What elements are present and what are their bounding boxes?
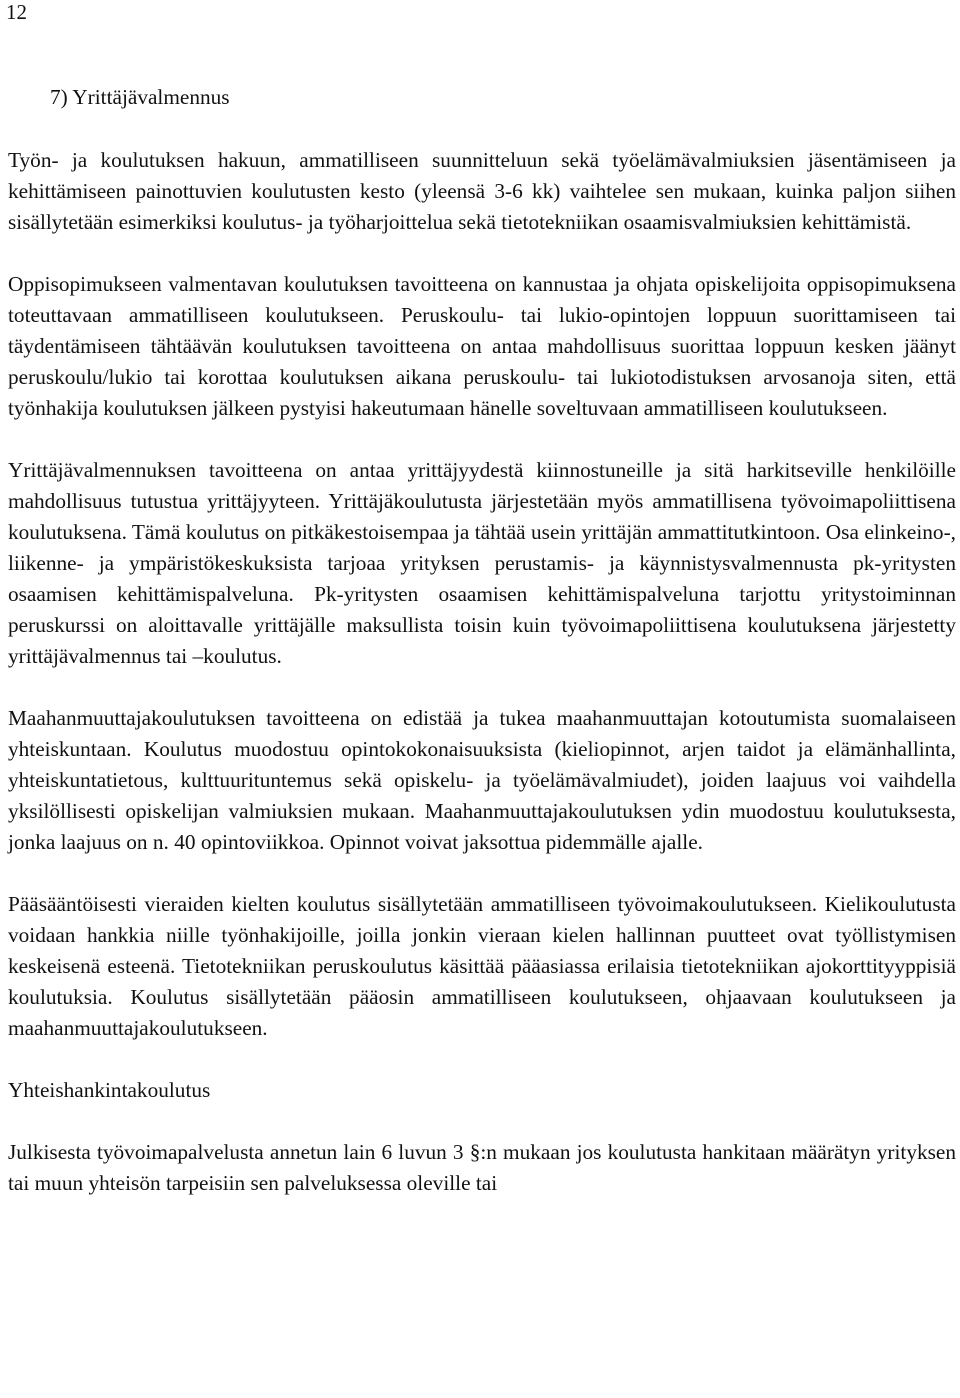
page-number: 12 bbox=[6, 0, 27, 24]
paragraph: Julkisesta työvoimapalvelusta annetun lain 6 luvun 3 §:n mukaan jos koulutusta hankitaan määrätyn yrityksen tai muun yhteisön tarpeisiin sen palveluksessa oleville tai bbox=[8, 1140, 956, 1195]
subsection-heading: Yhteishankintakoulutus bbox=[8, 1078, 211, 1102]
paragraph: Maahanmuuttajakoulutuksen tavoitteena on edistää ja tukea maahanmuuttajan kotoutumista suomalaiseen yhteiskuntaan. Koulutus muodostuu opintokokonaisuuksista (kieliopinnot, arjen taidot ja elämänhallinta, yhteiskuntatietous, kulttuurituntemus sekä opiskelu- ja työelämävalmiudet), joiden laajuus voi vaihdella yksilöllisesti opiskelijan valmiuksien mukaan. Maahanmuuttajakoulutuksen ydin muodostuu koulutuksesta, jonka laajuus on n. 40 opintoviikkoa. Opinnot voivat jaksottua pidemmälle ajalle. bbox=[8, 706, 956, 854]
paragraph: Työn- ja koulutuksen hakuun, ammatilliseen suunnitteluun sekä työelämävalmiuksien jäsentämiseen ja kehittämiseen painottuvien koulutusten kesto (yleensä 3-6 kk) vaihtelee sen mukaan, kuinka paljon siihen sisällytetään esimerkiksi koulutus- ja työharjoittelua sekä tietotekniikan osaamisvalmiuksien kehittämistä. bbox=[8, 148, 956, 234]
paragraph: Oppisopimukseen valmentavan koulutuksen tavoitteena on kannustaa ja ohjata opiskelijoita oppisopimuksena toteuttavaan ammatilliseen koulutukseen. Peruskoulu- tai lukio-opintojen loppuun suorittamiseen tai täydentämiseen tähtäävän koulutuksen tavoitteena on antaa mahdollisuus suorittaa loppuun kesken jäänyt peruskoulu/lukio tai korottaa koulutuksen aikana peruskoulu- tai lukiotodistuksen arvosanoja siten, että työnhakija koulutuksen jälkeen pystyisi hakeutumaan hänelle soveltuvaan ammatilliseen koulutukseen. bbox=[8, 272, 956, 420]
paragraph: Pääsääntöisesti vieraiden kielten koulutus sisällytetään ammatilliseen työvoimakoulutukseen. Kielikoulutusta voidaan hankkia niille työnhakijoille, joilla jonkin vieraan kielen hallinnan puutteet ovat työllistymisen keskeisenä esteenä. Tietotekniikan peruskoulutus käsittää pääasiassa erilaisia tietotekniikan ajokorttityyppisiä koulutuksia. Koulutus sisällytetään pääosin ammatilliseen koulutukseen, ohjaavaan koulutukseen ja maahanmuuttajakoulutukseen. bbox=[8, 892, 956, 1040]
paragraph: Yrittäjävalmennuksen tavoitteena on antaa yrittäjyydestä kiinnostuneille ja sitä harkitseville henkilöille mahdollisuus tutustua yrittäjyyteen. Yrittäjäkoulutusta järjestetään myös ammatillisena työvoimapoliittisena koulutuksena. Tämä koulutus on pitkäkestoisempaa ja tähtää usein yrittäjän ammattitutkintoon. Osa elinkeino-, liikenne- ja ympäristökeskuksista tarjoaa yrityksen perustamis- ja käynnistysvalmennusta pk-yritysten osaamisen kehittämispalveluna. Pk-yritysten osaamisen kehittämispalveluna tarjottu yritystoiminnan peruskurssi on aloittavalle yrittäjälle maksullista toisin kuin työvoimapoliittisena koulutuksena järjestetty yrittäjävalmennus tai –koulutus. bbox=[8, 458, 956, 668]
section-heading: 7) Yrittäjävalmennus bbox=[50, 85, 230, 109]
document-body bbox=[8, 82, 956, 1199]
